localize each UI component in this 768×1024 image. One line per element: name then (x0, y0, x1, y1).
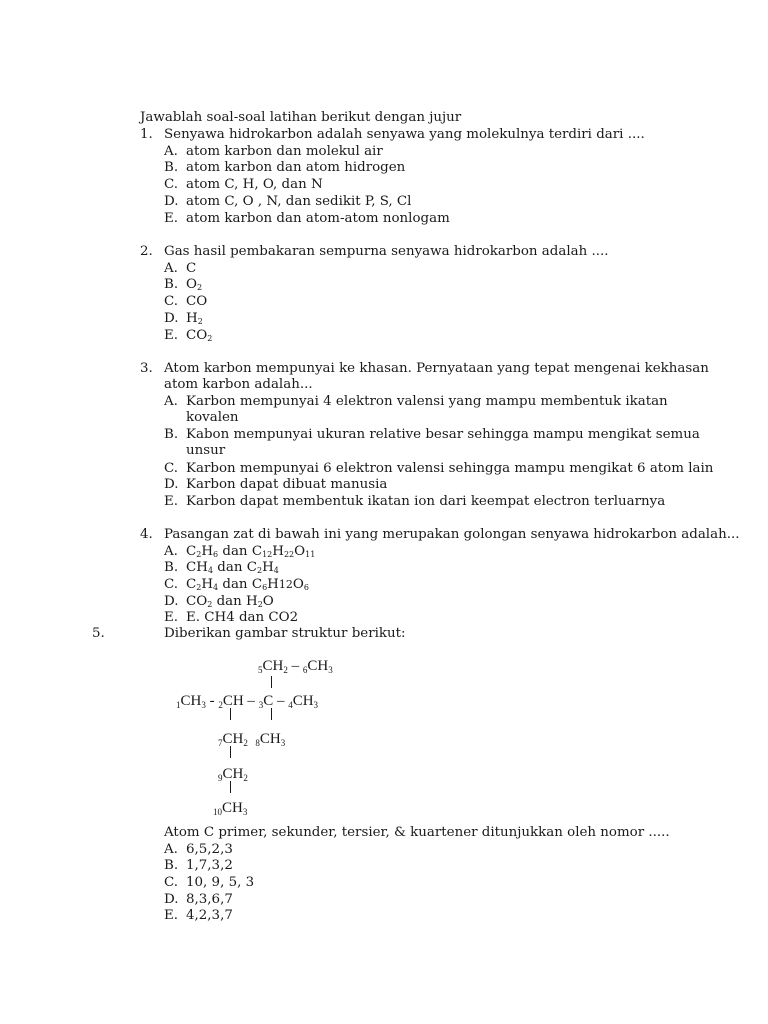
q1-option-b: atom karbon dan atom hidrogen (186, 160, 406, 175)
q1-text: Senyawa hidrokarbon adalah senyawa yang molekulnya terdiri dari .... (164, 127, 645, 142)
q1-option-a: atom karbon dan molekul air (186, 144, 383, 159)
q4-text: Pasangan zat di bawah ini yang merupakan golongan senyawa hidrokarbon adalah... (164, 527, 740, 542)
q2-letter-d: D. (164, 311, 179, 326)
q1-option-d: atom C, O , N, dan sedikit P, S, Cl (186, 194, 412, 209)
intro-text: Jawablah soal-soal latihan berikut dengan jujur (140, 110, 462, 125)
q1-letter-c: C. (164, 177, 179, 192)
q5-option-a: 6,5,2,3 (186, 842, 233, 857)
q4-number: 4. (140, 527, 153, 542)
q2-option-c: CO (186, 294, 208, 309)
q2-number: 2. (140, 244, 153, 259)
q3-letter-e: E. (164, 494, 179, 509)
q1-letter-a: A. (164, 144, 178, 159)
q2-letter-b: B. (164, 277, 179, 292)
bond-5-3 (271, 676, 272, 688)
q5-text: Diberikan gambar struktur berikut: (164, 626, 406, 641)
q2-option-d: $H_2$ (186, 311, 203, 326)
struct-row-1: $_5CH_2 - _6CH_3$ (258, 658, 333, 675)
q3-option-a-line2: kovalen (186, 410, 239, 425)
q4-letter-d: D. (164, 594, 179, 609)
q4-letter-b: B. (164, 560, 179, 575)
q4-option-a: $C_2H_6$ dan $C_{12}H_{22}O_{11}$ (186, 544, 316, 559)
q5-letter-e: E. (164, 908, 179, 923)
q3-option-a-line1: Karbon mempunyai 4 elektron valensi yang mampu membentuk ikatan (186, 394, 668, 409)
q5-question: Atom C primer, sekunder, tersier, & kuartener ditunjukkan oleh nomor ..... (164, 825, 670, 840)
q2-option-a: C (186, 261, 197, 276)
q3-option-b-line2: unsur (186, 443, 226, 458)
q1-letter-e: E. (164, 211, 179, 226)
q2-option-e: $CO_2$ (186, 328, 213, 343)
q2-option-b: $O_2$ (186, 277, 203, 292)
struct-row-2: $_1CH_3 - _2CH - _3C - _4CH_3$ (176, 693, 319, 710)
q5-option-b: 1,7,3,2 (186, 858, 233, 873)
bond-9-10 (230, 781, 231, 793)
q1-letter-b: B. (164, 160, 179, 175)
q4-letter-e: E. (164, 610, 179, 625)
q3-letter-d: D. (164, 477, 179, 492)
q5-option-c: 10, 9, 5, 3 (186, 875, 255, 890)
q3-option-e: Karbon dapat membentuk ikatan ion dari keempat electron terluarnya (186, 494, 666, 509)
bond-2-7 (230, 708, 231, 720)
q3-option-c: Karbon mempunyai 6 elektron valensi sehingga mampu mengikat 6 atom lain (186, 461, 714, 476)
bond-3-8 (271, 708, 272, 720)
q1-option-e: atom karbon dan atom-atom nonlogam (186, 211, 450, 226)
q4-letter-c: C. (164, 577, 179, 592)
q4-option-c: $C_2H_4$ dan $C_6H12O_6$ (186, 577, 309, 592)
q3-letter-c: C. (164, 461, 179, 476)
q5-letter-c: C. (164, 875, 179, 890)
q2-text: Gas hasil pembakaran sempurna senyawa hidrokarbon adalah .... (164, 244, 609, 259)
struct-row-4: $_9CH_2$ (218, 766, 248, 783)
struct-row-5: $_{10}CH_3$ (213, 800, 248, 817)
bond-7-9 (230, 746, 231, 758)
q3-text-line2: atom karbon adalah... (164, 377, 313, 392)
q3-number: 3. (140, 361, 153, 376)
q1-number: 1. (140, 127, 153, 142)
q3-option-b-line1: Kabon mempunyai ukuran relative besar sehingga mampu mengikat semua (186, 427, 700, 442)
q5-option-d: 8,3,6,7 (186, 892, 233, 907)
q5-letter-b: B. (164, 858, 179, 873)
struct-row-3: $_7CH_2$ $_8CH_3$ (218, 731, 286, 748)
q4-letter-a: A. (164, 544, 178, 559)
q1-letter-d: D. (164, 194, 179, 209)
q5-option-e: 4,2,3,7 (186, 908, 233, 923)
q4-option-b: $CH_4$ dan $C_2H_4$ (186, 560, 279, 575)
q1-option-c: atom C, H, O, dan N (186, 177, 323, 192)
q3-text-line1: Atom karbon mempunyai ke khasan. Pernyataan yang tepat mengenai kekhasan (164, 361, 709, 376)
q3-option-d: Karbon dapat dibuat manusia (186, 477, 388, 492)
q4-option-d: $CO_2$ dan $H_2O$ (186, 594, 274, 609)
q5-letter-d: D. (164, 892, 179, 907)
q2-letter-c: C. (164, 294, 179, 309)
q2-letter-e: E. (164, 328, 179, 343)
q4-option-e: E. CH4 dan CO2 (186, 610, 299, 625)
q3-letter-a: A. (164, 394, 178, 409)
q3-letter-b: B. (164, 427, 179, 442)
q5-number: 5. (92, 626, 105, 641)
q2-letter-a: A. (164, 261, 178, 276)
q5-letter-a: A. (164, 842, 178, 857)
